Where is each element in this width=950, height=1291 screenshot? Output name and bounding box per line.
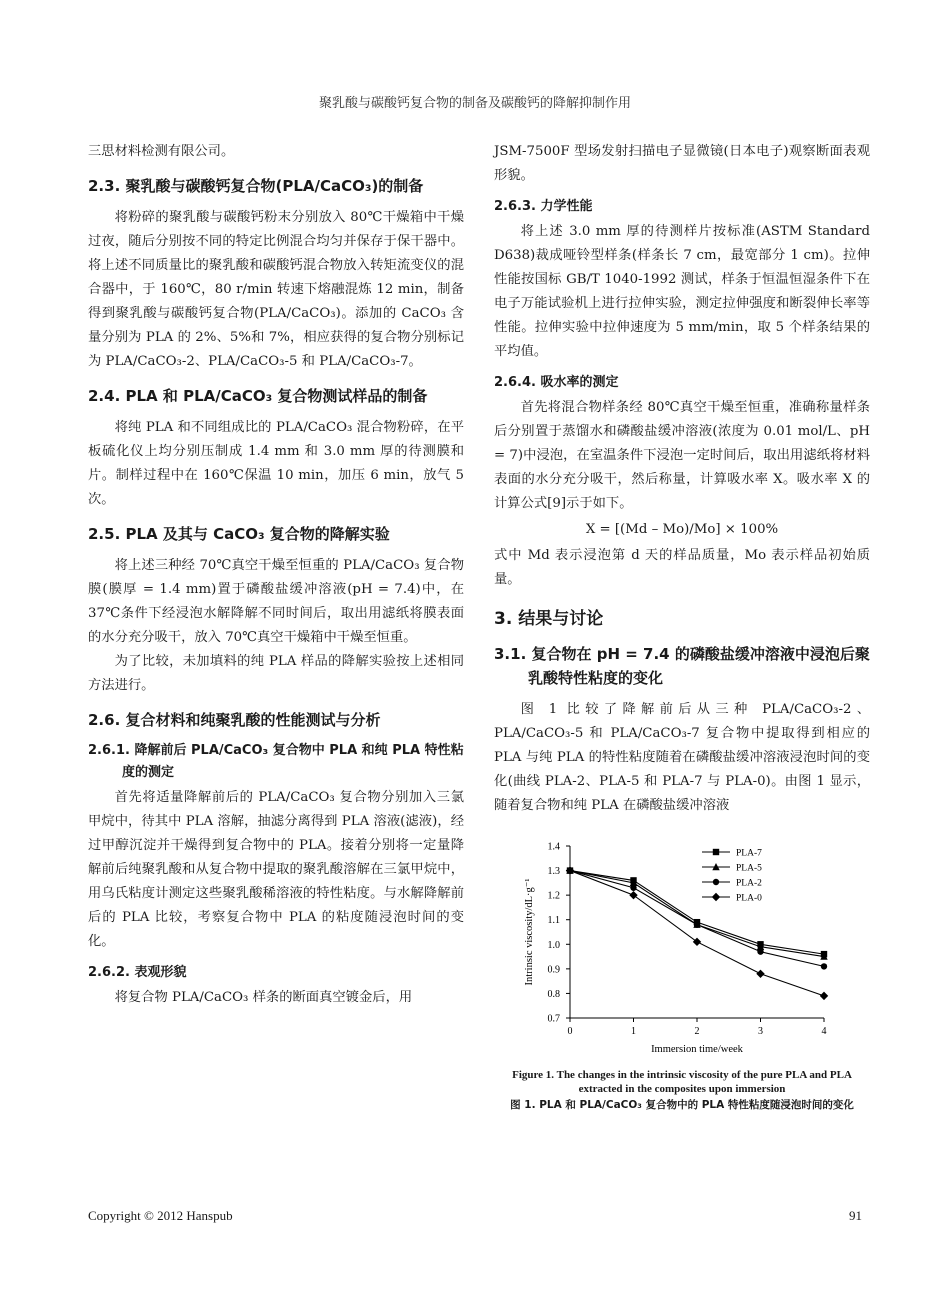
data-point-pla-2	[694, 921, 700, 927]
x-tick-label: 0	[567, 1026, 573, 1037]
y-tick-label: 1.1	[547, 915, 560, 927]
copyright-notice: Copyright © 2012 Hanspub	[88, 1208, 233, 1223]
legend-marker-pla-7	[713, 849, 719, 855]
section-2-6-3-title: 2.6.3. 力学性能	[494, 199, 593, 214]
section-2-6-2-paragraph: 将复合物 PLA/CaCO₃ 样条的断面真空镀金后，用	[114, 990, 413, 1005]
y-tick-label: 0.9	[547, 964, 560, 976]
y-tick-label: 1.0	[547, 939, 560, 951]
section-2-6-4-paragraph-1: 首先将混合物样条经 80℃真空干燥至恒重，准确称量样条后分别置于蒸馏水和磷酸盐缓冲溶液(浓度为 0.01 mol/L、pH = 7)中浸泡，在室温条件下浸泡一定时间后，取出用滤纸将材料表面的水分充分吸干，然后称量，计算吸水率 X。吸水率 X 的计算公式[9]示于如下。	[494, 400, 870, 511]
data-point-pla-0	[756, 970, 764, 978]
section-2-6-2-continued: JSM-7500F 型场发射扫描电子显微镜(日本电子)观察断面表观形貌。	[494, 144, 870, 183]
section-2-6-4-title: 2.6.4. 吸水率的测定	[494, 375, 619, 390]
data-point-pla-0	[629, 891, 637, 899]
viscosity-chart	[494, 832, 870, 1062]
series-line-pla-0	[570, 871, 824, 996]
y-axis-label: Intrinsic viscosity/dL·g⁻¹	[524, 878, 535, 986]
data-point-pla-2	[821, 963, 827, 969]
section-2-6-1-title: 2.6.1. 降解前后 PLA/CaCO₃ 复合物中 PLA 和纯 PLA 特性粘度的测定	[88, 743, 464, 780]
legend-label-pla-7: PLA-7	[736, 848, 762, 859]
y-tick-label: 1.3	[547, 866, 560, 878]
section-3-1-title: 3.1. 复合物在 pH = 7.4 的磷酸盐缓冲溶液中浸泡后聚乳酸特性粘度的变化	[494, 645, 870, 687]
y-tick-label: 0.8	[547, 988, 560, 1000]
y-tick-label: 0.7	[547, 1013, 560, 1025]
section-2-4-title: 2.4. PLA 和 PLA/CaCO₃ 复合物测试样品的制备	[88, 387, 428, 405]
section-2-5-title: 2.5. PLA 及其与 CaCO₃ 复合物的降解实验	[88, 525, 390, 543]
legend-label-pla-0: PLA-0	[736, 893, 762, 904]
right-column	[494, 140, 870, 1113]
left-column	[88, 140, 464, 1010]
section-2-6-2-title: 2.6.2. 表观形貌	[88, 965, 187, 980]
section-3-1-paragraph: 图 1 比较了降解前后从三种 PLA/CaCO₃-2、PLA/CaCO₃-5 和 PLA/CaCO₃-7 复合物中提取得到相应的 PLA 与纯 PLA 的特性粘度随着在磷酸盐缓冲溶液浸泡时间的变化(曲线 PLA-2、PLA-5 和 PLA-7 与 PLA-0)。由图 1 显示，随着复合物和纯 PLA 在磷酸盐缓冲溶液	[494, 702, 870, 813]
data-point-pla-2	[630, 885, 636, 891]
x-axis-label: Immersion time/week	[651, 1044, 743, 1055]
figure-caption-zh: 图 1. PLA 和 PLA/CaCO₃ 复合物中的 PLA 特性粘度随浸泡时间的变化	[510, 1099, 854, 1111]
section-2-5-paragraph-2: 为了比较，未加填料的纯 PLA 样品的降解实验按上述相同方法进行。	[88, 654, 464, 693]
section-2-4-paragraph: 将纯 PLA 和不同组成比的 PLA/CaCO₃ 混合物粉碎，在平板硫化仪上均分别压制成 1.4 mm 和 3.0 mm 厚的待测膜和片。制样过程中在 160℃保温 10 min，加压 6 min，放气 5 次。	[88, 420, 464, 507]
page-number: 91	[849, 1208, 862, 1223]
x-tick-label: 1	[631, 1026, 636, 1037]
section-2-6-title: 2.6. 复合材料和纯聚乳酸的性能测试与分析	[88, 711, 381, 729]
x-tick-label: 3	[758, 1026, 763, 1037]
y-tick-label: 1.4	[547, 841, 560, 853]
legend-label-pla-5: PLA-5	[736, 863, 762, 874]
running-title: 聚乳酸与碳酸钙复合物的制备及碳酸钙的降解抑制作用	[318, 96, 631, 111]
legend-label-pla-2: PLA-2	[736, 878, 762, 889]
section-2-3-title: 2.3. 聚乳酸与碳酸钙复合物(PLA/CaCO₃)的制备	[88, 177, 424, 195]
section-2-6-1-paragraph: 首先将适量降解前后的 PLA/CaCO₃ 复合物分别加入三氯甲烷中，待其中 PLA 溶解，抽滤分离得到 PLA 溶液(滤液)，经过甲醇沉淀并干燥得到复合物中的 PLA。接着分别将一定量降解前后纯聚乳酸和从复合物中提取的聚乳酸溶解在三氯甲烷中，用乌氏粘度计测定这些聚乳酸稀溶液的特性粘度。与水解降解前后的 PLA 比较，考察复合物中 PLA 的粘度随浸泡时间的变化。	[88, 790, 464, 949]
x-tick-label: 2	[694, 1026, 700, 1037]
water-absorption-formula: X = [(Md – Mo)/Mo] × 100%	[585, 522, 779, 537]
legend-marker-pla-0	[712, 893, 720, 901]
intro-line: 三思材料检测有限公司。	[88, 144, 235, 159]
y-tick-label: 1.2	[547, 890, 560, 902]
data-point-pla-0	[820, 992, 828, 1000]
section-3-title: 3. 结果与讨论	[494, 609, 604, 629]
section-2-3-paragraph: 将粉碎的聚乳酸与碳酸钙粉末分别放入 80℃干燥箱中干燥过夜，随后分别按不同的特定比例混合均匀并保存于保干器中。将上述不同质量比的聚乳酸和碳酸钙混合物放入转矩流变仪的混合器中，于 160℃，80 r/min 转速下熔融混炼 12 min，制备得到聚乳酸与碳酸钙复合物(PLA/CaCO₃)。添加的 CaCO₃ 含量分别为 PLA 的 2%、5%和 7%，相应获得的复合物分别标记为 PLA/CaCO₃-2、PLA/CaCO₃-5 和 PLA/CaCO₃-7。	[88, 210, 464, 369]
figure-1	[494, 832, 870, 1113]
x-tick-label: 4	[821, 1026, 827, 1037]
data-point-pla-0	[693, 938, 701, 946]
legend-marker-pla-2	[713, 879, 719, 885]
data-point-pla-2	[757, 948, 763, 954]
section-2-6-3-paragraph: 将上述 3.0 mm 厚的待测样片按标准(ASTM Standard D638)裁成哑铃型样条(样条长 7 cm，最宽部分 1 cm)。拉伸性能按国标 GB/T 1040-1992 测试，样条于恒温恒湿条件下在电子万能试验机上进行拉伸实验，测定拉伸强度和断裂伸长率等性能。拉伸实验中拉伸速度为 5 mm/min，取 5 个样条结果的平均值。	[494, 224, 870, 359]
section-2-6-4-paragraph-2: 式中 Md 表示浸泡第 d 天的样品质量，Mo 表示样品初始质量。	[494, 548, 870, 587]
section-2-5-paragraph-1: 将上述三种经 70℃真空干燥至恒重的 PLA/CaCO₃ 复合物膜(膜厚 = 1.4 mm)置于磷酸盐缓冲溶液(pH = 7.4)中，在 37℃条件下经浸泡水解降解不同时间后，取出用滤纸将膜表面的水分充分吸干，放入 70℃真空干燥箱中干燥至恒重。	[88, 558, 464, 645]
figure-caption-en: Figure 1. The changes in the intrinsic viscosity of the pure PLA and PLA extracted in the composites upon immersion	[512, 1069, 852, 1095]
